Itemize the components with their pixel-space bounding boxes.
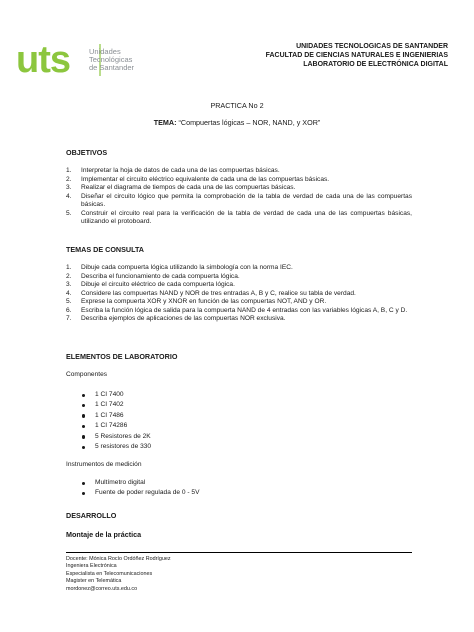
logo-subtitle-line: Unidades (89, 47, 121, 56)
list-item: 1. Interpretar la hoja de datos de cada una de las compuertas básicas. (66, 167, 280, 174)
list-item: 3. Realizar el diagrama de tiempos de cada una de las compuertas básicas. (66, 184, 296, 191)
institution-line: FACULTAD DE CIENCIAS NATURALES E INGENIERIAS (265, 52, 448, 60)
list-item-text: 1 CI 7486 (95, 411, 124, 419)
list-item-text: Interpretar la hoja de datos de cada una de las compuertas básicas. (81, 167, 280, 174)
logo-subtitle (89, 48, 134, 72)
list-item: 1. Dibuje cada compuerta lógica utilizando la simbología con la norma IEC. (66, 264, 293, 271)
logo-subtitle-line: Tecnológicas (89, 55, 133, 64)
componentes-list (82, 390, 151, 452)
practice-title: PRACTICA No 2 (210, 101, 264, 110)
list-item-text: 5 resistores de 330 (95, 443, 152, 451)
list-item-text: Realizar el diagrama de tiempos de cada una de las compuertas básicas. (81, 184, 296, 191)
instrumentos-list (82, 478, 199, 499)
objetivos-list (66, 167, 412, 227)
uts-logo (16, 36, 156, 84)
list-item (82, 411, 151, 421)
list-item-text: 5 Resistores de 2K (95, 432, 151, 440)
list-item: 5. Construir el circuito real para la verificación de la tabla de verdad de cada una de las compuertas básicas, utilizando el protoboard. (66, 209, 412, 225)
list-item (82, 421, 151, 431)
list-item (82, 432, 151, 442)
list-item: 4. Considere las compuertas NAND y NOR de tres entradas A, B y C, realice su tabla de verdad. (66, 289, 356, 297)
list-item: 6. Escriba la función lógica de salida para la compuerta NAND de 4 entradas con las variables lógicas A, B, C y D. (66, 306, 408, 314)
footer (66, 556, 171, 593)
objetivos-heading: OBJETIVOS (66, 148, 108, 157)
list-item (82, 442, 151, 452)
list-item (82, 488, 199, 498)
montaje-subheading: Montaje de la práctica (66, 530, 142, 539)
list-item-text: Describa ejemplos de aplicaciones de las compuertas NOR exclusiva. (81, 315, 286, 322)
list-item-text: Fuente de poder regulada de 0 - 5V (95, 489, 200, 497)
footer-line: mordonez@correo.uts.edu.co (66, 585, 138, 592)
list-item-text: Describa el funcionamiento de cada compuerta lógica. (81, 272, 240, 280)
logo-subtitle-line: de Santander (89, 63, 135, 72)
institution-line: LABORATORIO DE ELECTRÓNICA DIGITAL (303, 61, 448, 69)
list-item: 5. Exprese la compuerta XOR y XNOR en función de las compuertas NOT, AND y OR. (66, 298, 327, 305)
temas-heading: TEMAS DE CONSULTA (66, 245, 144, 254)
list-item-text: Escriba la función lógica de salida para la compuerta NAND de 4 entradas con las variables lógicas A, B, C y D. (81, 306, 408, 314)
list-item-text: Dibuje cada compuerta lógica utilizando la simbología con la norma IEC. (81, 264, 293, 271)
list-item-text: Construir el circuito real para la verificación de la tabla de verdad de cada una de las compuertas básicas, utilizando el protoboard. (81, 209, 412, 225)
list-item-text: Considere las compuertas NAND y NOR de tres entradas A, B y C, realice su tabla de verdad. (81, 289, 356, 297)
institution-header (266, 42, 448, 70)
list-item: 4. Diseñar el circuito lógico que permita la comprobación de la tabla de verdad de cada una de las compuertas básicas. (66, 192, 412, 208)
topic-value: “Compuertas lógicas – NOR, NAND, y XOR” (178, 118, 321, 127)
topic-line (0, 118, 474, 127)
list-item (82, 390, 151, 400)
list-item: 7. Describa ejemplos de aplicaciones de las compuertas NOR exclusiva. (66, 315, 286, 322)
list-item: 3. Dibuje el circuito eléctrico de cada compuerta lógica. (66, 281, 235, 288)
instrumentos-label: Instrumentos de medición (66, 461, 142, 468)
list-item-text: Exprese la compuerta XOR y XNOR en función de las compuertas NOT, AND y OR. (81, 298, 327, 305)
institution-line: UNIDADES TECNOLOGICAS DE SANTANDER (296, 43, 448, 50)
list-item-text: Dibuje el circuito eléctrico de cada compuerta lógica. (81, 281, 235, 288)
componentes-label: Componentes (66, 371, 108, 378)
list-item-text: 1 CI 7402 (95, 401, 124, 409)
list-item: 2. Implementar el circuito eléctrico equivalente de cada una de las compuertas básicas. (66, 175, 330, 183)
list-item (82, 478, 199, 488)
footer-line: Docente: Mónica Rocío Ordóñez Rodríguez (66, 556, 171, 562)
list-item (82, 400, 151, 410)
elementos-heading: ELEMENTOS DE LABORATORIO (66, 352, 178, 361)
footer-line: Especialista en Telecomunicaciones (66, 570, 153, 577)
list-item-text: Implementar el circuito eléctrico equivalente de cada una de las compuertas básicas. (81, 175, 330, 183)
list-item-text: Multímetro digital (95, 479, 146, 486)
temas-list (66, 264, 412, 324)
footer-line: Ingeniera Electrónica (66, 563, 117, 570)
topic-label: TEMA: (153, 118, 177, 127)
footer-divider (66, 552, 412, 553)
list-item-text: 1 CI 74286 (95, 422, 128, 430)
list-item: 2. Describa el funcionamiento de cada compuerta lógica. (66, 272, 240, 280)
desarrollo-heading: DESARROLLO (66, 511, 117, 520)
svg-text:uts: uts (16, 39, 70, 81)
footer-line: Magister en Telemática (66, 578, 122, 585)
list-item-text: 1 CI 7400 (95, 391, 124, 398)
list-item-text: Diseñar el circuito lógico que permita la comprobación de la tabla de verdad de cada una de las compuertas básicas. (81, 192, 412, 208)
